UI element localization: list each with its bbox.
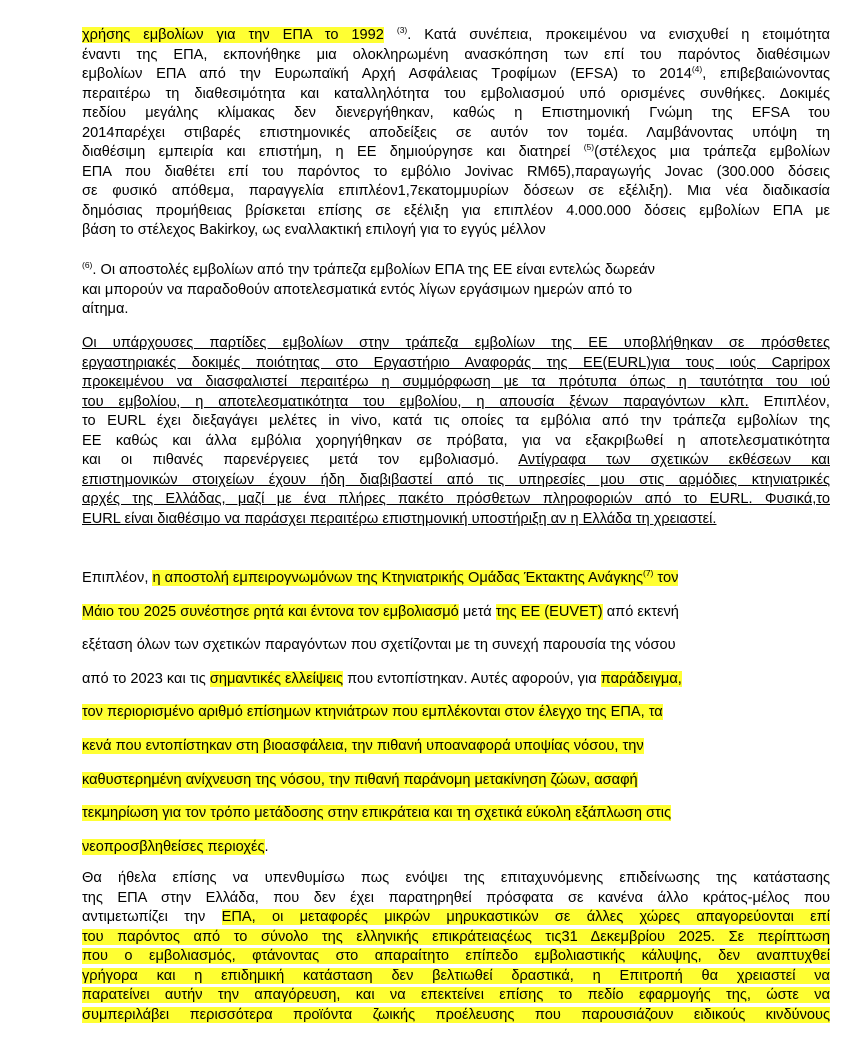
text-line: βάση το στέλεχος Bakirkoy, ως εναλλακτική επιλογή για το εγγύς μέλλον xyxy=(82,222,546,238)
highlighted-text: νεοπροσβληθείσες περιοχές xyxy=(82,838,265,855)
text-line: σε φυσικό απόθεμα, παραγγελία επιπλέον1,7εκατομμυρίων δόσεων σε εξέλιξη). Μια νέα διαδικασία xyxy=(82,183,830,199)
highlighted-text: που ο εμβολιασμός, φτάνοντας στο απαραίτητο επίπεδο εμβολιαστικής κάλυψης, δεν αναπτυχθεί xyxy=(82,948,830,964)
text-line: αντιμετωπίζει την ΕΠΑ, οι μεταφορές μικρών μηρυκαστικών σε άλλες χώρες απαγορεύονται επί xyxy=(82,909,830,925)
highlighted-text: κενά που εντοπίστηκαν στη βιοασφάλεια, την πιθανή υποαναφορά υποψίας νόσου, την xyxy=(82,737,644,754)
text-line: έναντι της ΕΠΑ, εκπονήθηκε μια ολοκληρωμένη ανασκόπηση των επί του παρόντος διαθέσιμων xyxy=(82,46,830,63)
text-line: εξέταση όλων των σχετικών παραγόντων που σχετίζονται με τη συνεχή παρουσία της νόσου xyxy=(82,637,676,654)
text-line xyxy=(82,947,830,967)
text-line xyxy=(82,967,830,987)
text-line: αρχές της Ελλάδας, μαζί με ένα πλήρες πακέτο πρόσθετων πληροφοριών από το EURL. Φυσικά,το xyxy=(82,491,830,507)
text-line xyxy=(82,730,830,764)
text-line xyxy=(82,696,830,730)
text-line: και μπορούν να παραδοθούν αποτελεσματικά εντός λίγων εργάσιμων ημερών από το xyxy=(82,281,633,298)
text-line: Επιπλέον, η αποστολή εμπειρογνωμόνων της Κτηνιατρικής Ομάδας Έκτακτης Ανάγκης$^{(7)}$ τον xyxy=(82,568,679,586)
footnote-ref: (5) xyxy=(583,143,595,152)
highlighted-text: η αποστολή εμπειρογνωμόνων της Κτηνιατρικής Ομάδας Έκτακτης Ανάγκης$^{(7)}$ τον xyxy=(152,568,679,586)
text-line: της ΕΠΑ στην Ελλάδα, που δεν έχει παρατηρηθεί πρόσφατα σε κανένα άλλο κράτος-μέλος που xyxy=(82,889,830,906)
text-line: και οι πιθανές παρενέργειες μετά τον εμβολιασμό. Αντίγραφα των σχετικών εκθέσεων και xyxy=(82,452,830,468)
text-line: του εμβολίου, η αποτελεσματικότητα του εμβολίου, η απουσία ξένων παραγόντων κλπ. Επιπλέον, xyxy=(82,393,830,410)
text-line: από το 2023 και τις σημαντικές ελλείψεις που εντοπίστηκαν. Αυτές αφορούν, για παράδειγμα, xyxy=(82,670,682,687)
text-line xyxy=(82,928,830,948)
paragraph-eurl-testing xyxy=(82,334,830,529)
text-line: χρήσης εμβολίων για την ΕΠΑ το 1992 $^{(3)}$. Κατά συνέπεια, προκειμένου να ενισχυθεί η ετοιμότητα xyxy=(82,26,830,43)
text-line: αίτημα. xyxy=(82,301,129,317)
text-line: Θα ήθελα επίσης να υπενθυμίσω πως ενόψει της επιταχυνόμενης επιδείνωσης της κατάστασης xyxy=(82,870,830,886)
text-line xyxy=(82,764,830,798)
highlighted-text: καθυστερημένη ανίχνευση της νόσου, την πιθανή παράνομη μετακίνηση ζώων, ασαφή xyxy=(82,771,638,788)
highlighted-text: παρατείνει αυτήν την απαγόρευση, και να επεκτείνει επίσης το πεδίο εφαρμογής της, ώστε να xyxy=(82,987,830,1003)
highlighted-text: σημαντικές ελλείψεις xyxy=(209,670,344,687)
text-line: το EURL έχει διεξαγάγει μελέτες in vivo, κατά τις οποίες τα εμβόλια από την τράπεζα εμβολίων της xyxy=(82,413,830,429)
text-line: Οι υπάρχουσες παρτίδες εμβολίων στην τράπεζα εμβολίων της ΕΕ υποβλήθηκαν σε πρόσθετες xyxy=(82,335,830,351)
text-line: επιστημονικών στοιχείων έχουν ήδη διαβιβαστεί από τις υπηρεσίες μου στις αρμόδιες κτηνιατρικές xyxy=(82,471,830,488)
highlighted-text: παράδειγμα, xyxy=(600,670,682,687)
text-line: δημόσιας προμήθειας βρίσκεται επίσης σε εξέλιξη για επιπλέον 4.000.000 δόσεις εμβολίων ΕΠΑ με xyxy=(82,202,830,219)
text-line xyxy=(82,797,830,831)
text-line: προκειμένου να διασφαλιστεί περαιτέρω η συμμόρφωση με τα πρότυπα όπως η ταυτότητα του ιού xyxy=(82,374,830,390)
footnote-ref: (6) xyxy=(82,261,93,270)
text-line xyxy=(82,986,830,1006)
highlighted-text: τον περιορισμένο αριθμό επίσημων κτηνιάτρων που εμπλέκονται στον έλεγχο της ΕΠΑ, τα xyxy=(82,704,663,721)
footnote-ref: (3) xyxy=(396,26,408,35)
paragraph-vaccine-availability xyxy=(82,26,830,241)
text-line: περαιτέρω τη διαθεσιμότητα και καταλληλότητα του εμβολιασμού υπό ορισμένες συνθήκες. Δοκιμές xyxy=(82,85,830,102)
text-line: $^{(6)}$. Οι αποστολές εμβολίων από την τράπεζα εμβολίων ΕΠΑ της ΕΕ είναι εντελώς δωρεάν xyxy=(82,261,655,278)
text-line: διαθέσιμη εμπειρία και επιστήμη, η ΕΕ δημιούργησε και διατηρεί $^{(5)}$(στέλεχος μια τράπεζα εμβολίων xyxy=(82,143,830,160)
highlighted-text: χρήσης εμβολίων για την ΕΠΑ το 1992 xyxy=(82,27,384,43)
footnote-ref: (7) xyxy=(642,568,654,578)
highlighted-text: Μάιο του 2025 συνέστησε ρητά και έντονα τον εμβολιασμό xyxy=(82,603,459,620)
text-line: πεδίου μεγάλης κλίμακας δεν διενεργήθηκαν, καθώς η Επιστημονική Γνώμη της EFSA του xyxy=(82,105,830,121)
paragraph-vaccine-shipments xyxy=(82,261,830,320)
paragraph-euvet-mission xyxy=(82,562,830,864)
text-line: ΕΠΑ που διαθέτει επί του παρόντος το εμβόλιο Jovivac RM65),παραγωγής Jovac (300.000 δόσεις xyxy=(82,163,830,180)
highlighted-text: του παρόντος από το σύνολο της ελληνικής επικράτειαςέως τις31 Δεκεμβρίου 2025. Σε περίπτωση xyxy=(82,928,830,945)
highlighted-text: γρήγορα και η επιδημική κατάσταση δεν βελτιωθεί δραστικά, η Επιτροπή θα χρειαστεί να xyxy=(82,967,830,984)
highlighted-text: συμπεριλάβει περισσότερα προϊόντα ζωικής προέλευσης που παρουσιάζουν ειδικούς κινδύνους xyxy=(82,1006,830,1023)
highlighted-text: τεκμηρίωση για τον τρόπο μετάδοσης στην επικράτεια και τη σχετικά εύκολη εξάπλωση στις xyxy=(82,805,672,822)
highlighted-text: ΕΠΑ, οι μεταφορές μικρών μηρυκαστικών σε άλλες χώρες απαγορεύονται επί xyxy=(221,909,830,925)
text-line: Μάιο του 2025 συνέστησε ρητά και έντονα τον εμβολιασμό μετά της ΕΕ (EUVET) από εκτενή xyxy=(82,603,679,620)
text-line: εργαστηριακές δοκιμές ποιότητας στο Εργαστήριο Αναφοράς της ΕΕ(EURL)για τους ιούς Capripox xyxy=(82,354,830,371)
text-line xyxy=(82,1006,830,1026)
text-line: ΕΕ καθώς και άλλα εμβόλια χορηγήθηκαν σε πρόβατα, για να εξακριβωθεί η αποτελεσματικότητα xyxy=(82,432,830,449)
text-line: εμβολίων ΕΠΑ από την Ευρωπαϊκή Αρχή Ασφάλειας Τροφίμων (EFSA) το 2014$^{(4)}$, επιβεβαιώνοντας xyxy=(82,65,830,82)
footnote-ref: (4) xyxy=(691,65,703,74)
text-line: νεοπροσβληθείσες περιοχές. xyxy=(82,838,269,855)
highlighted-text: της ΕΕ (EUVET) xyxy=(495,603,603,620)
text-line: 2014παρέχει στιβαρές επιστημονικές αποδείξεις σε αυτόν τον τομέα. Λαμβάνοντας υπόψη τη xyxy=(82,124,830,141)
paragraph-movement-ban xyxy=(82,869,830,1025)
text-line: EURL είναι διαθέσιμο να παράσχει περαιτέρω επιστημονική υποστήριξη αν η Ελλάδα τη χρειαστεί. xyxy=(82,510,717,527)
